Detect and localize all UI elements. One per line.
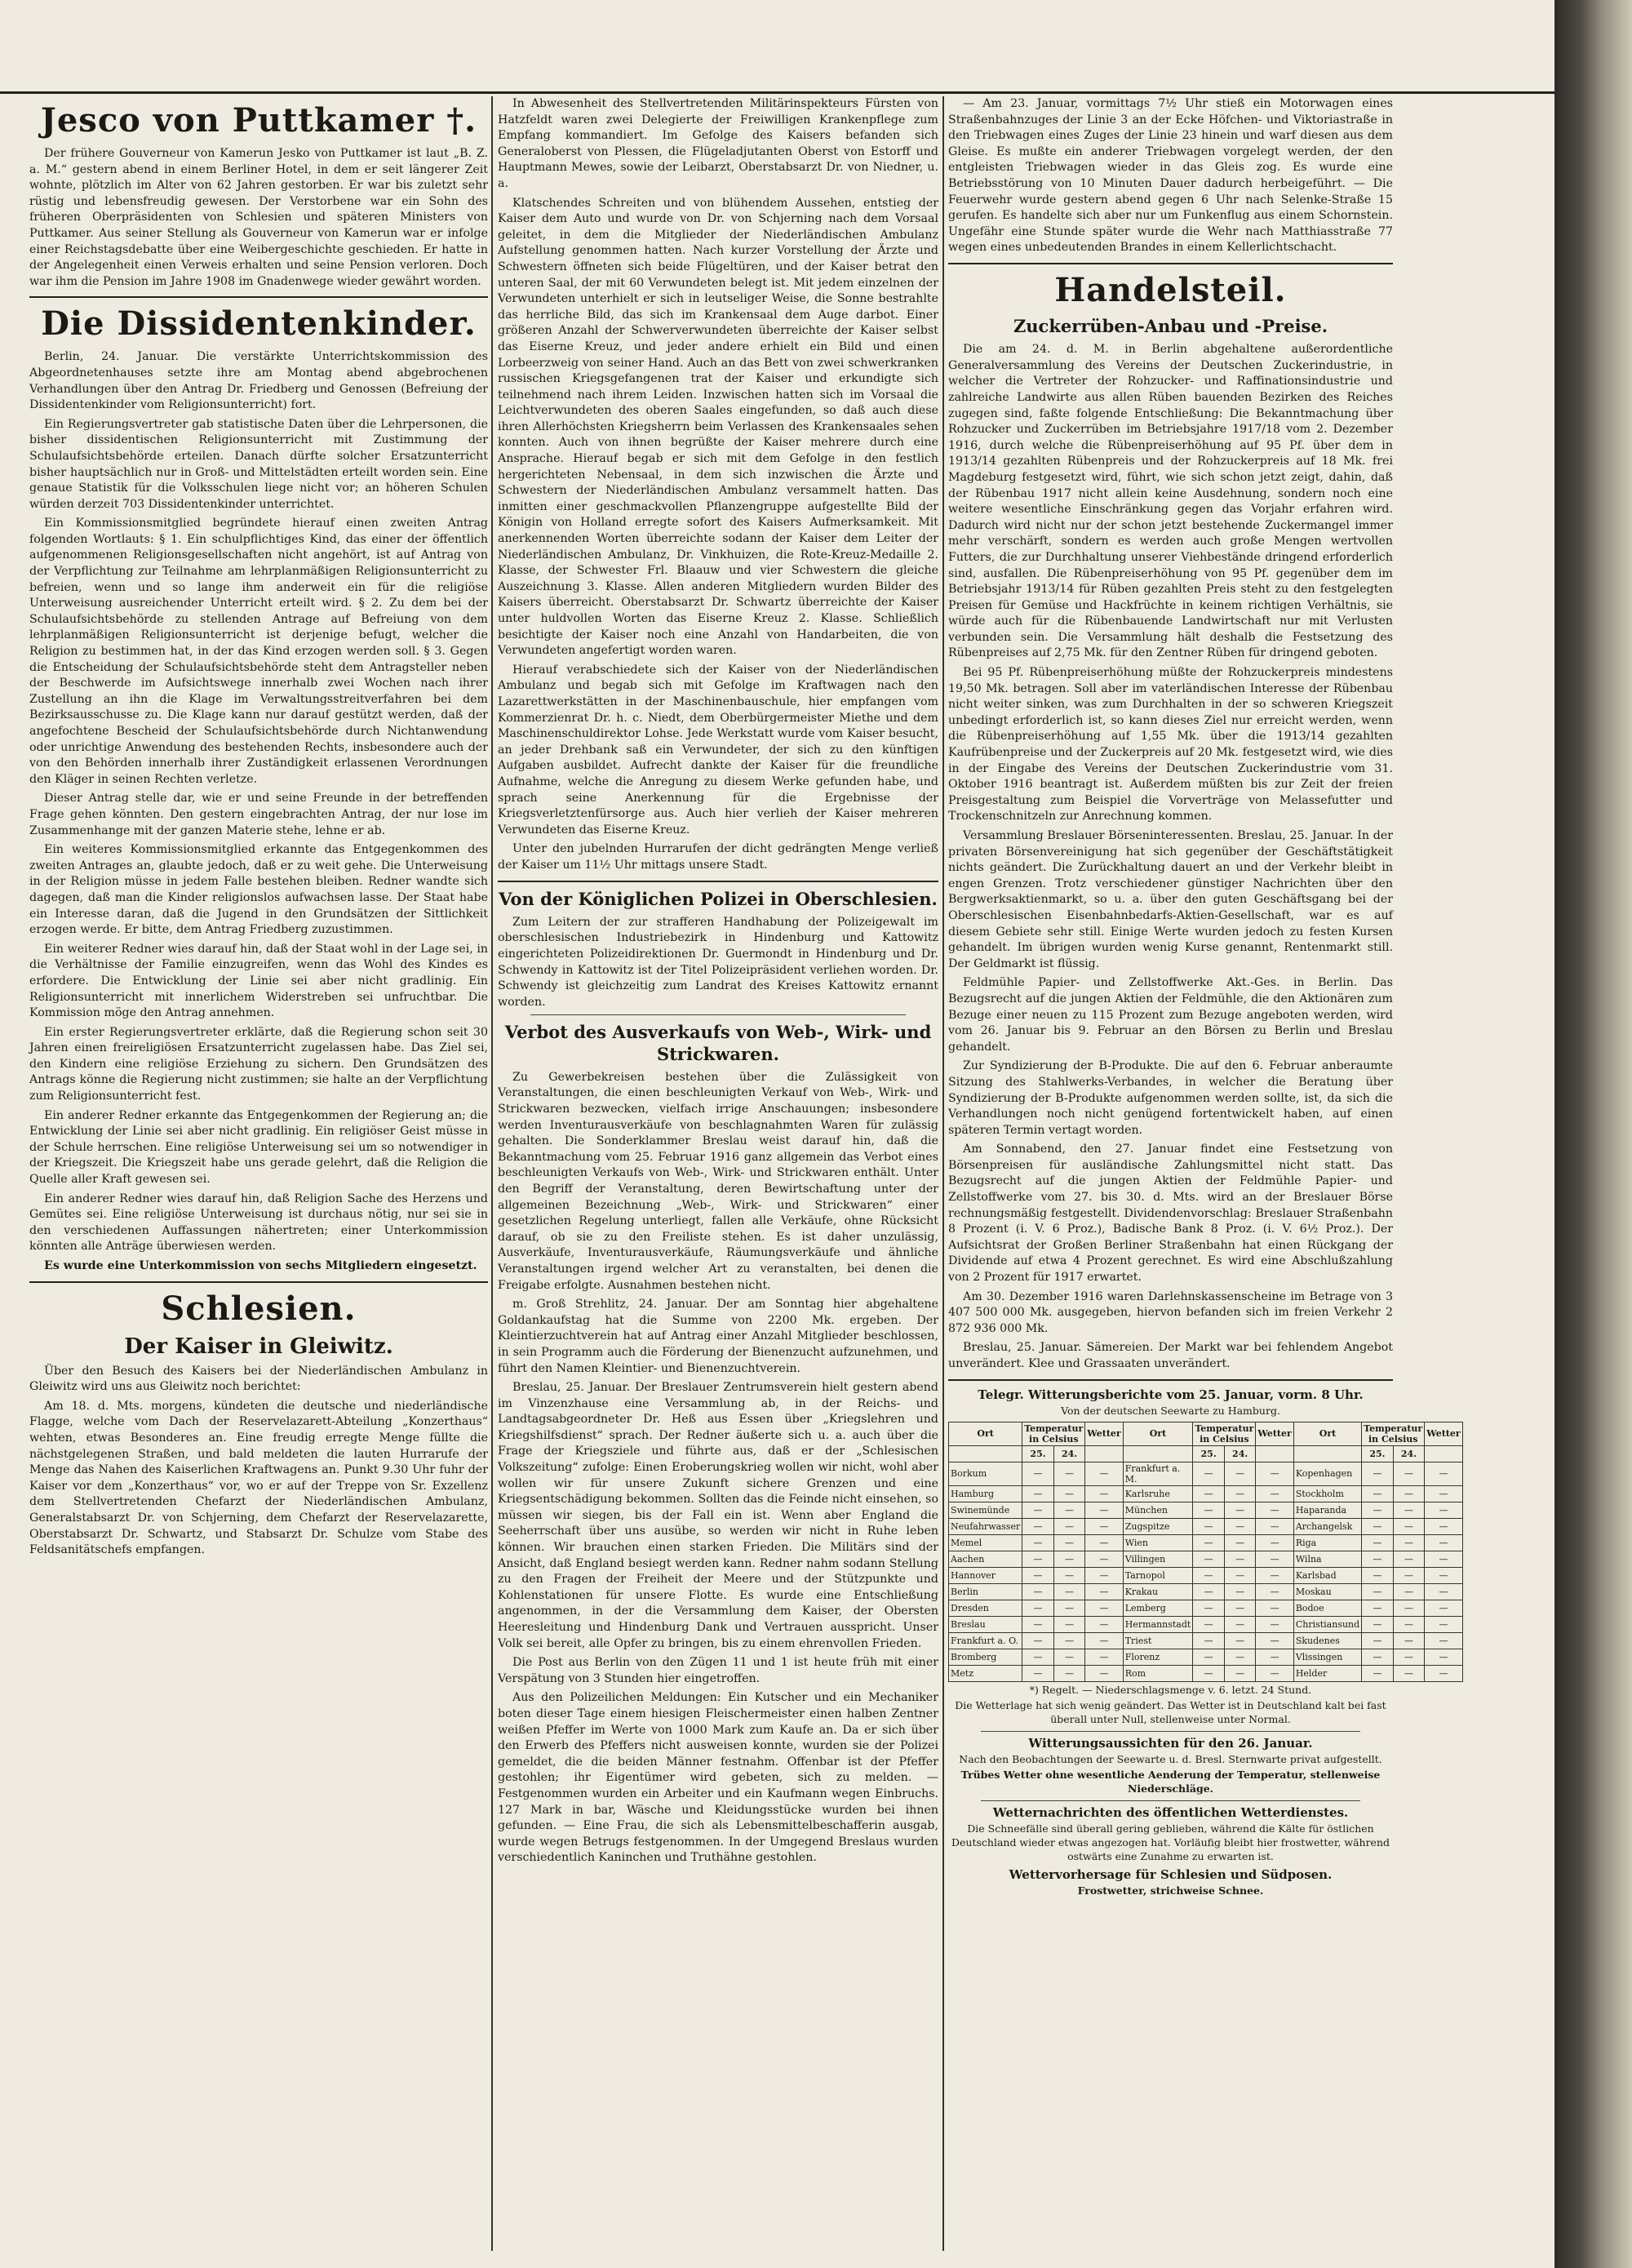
weather-cell: — xyxy=(1022,1567,1054,1583)
article-text: Zur Syndizierung der B-Produkte. Die auf den 6. Februar anberaumte Sitzung des Stahlwerks-Verbandes, in welcher die Beratung über Syndizierung der B-Produkte aufgenommen werden sollte, ist, da sich die Verhandlungen noch nicht genügend fortentwickelt haben, auf einen späteren Termin vertagt worden. xyxy=(948,1059,1393,1137)
weather-cell: — xyxy=(1085,1600,1123,1616)
weather-cell: — xyxy=(1085,1462,1123,1485)
weather-cell: Zugspitze xyxy=(1123,1518,1193,1534)
article-text: Breslau, 25. Januar. Sämereien. Der Markt war bei fehlendem Angebot unverändert. Klee und Grassaaten unverändert. xyxy=(948,1341,1393,1370)
weather-cell: — xyxy=(1362,1462,1394,1485)
weather-cell: — xyxy=(1085,1551,1123,1567)
article-text: Am Sonnabend, den 27. Januar findet eine Festsetzung von Börsenpreisen für ausländische Zahlungsmittel nicht statt. Das Bezugsrecht auf die jungen Aktien der Feldmühle Papier- und Zellstoffwerke vom 27. bis 30. d. Mts. wird an der Breslauer Börse rechnungsmäßig festgestellt. Dividendenvorschlag: Breslauer Straßenbahn 8 Prozent (i. V. 6 Proz.), Badische Bank 8 Proz. (i. V. 6½ Proz.). Der Aufsichtsrat der Großen Berliner Straßenbahn hat einen Rückgang der Dividende auf etwa 4 Prozent gerechnet. Es wird eine Abschlußzahlung von 2 Prozent für 1917 erwartet. xyxy=(948,1143,1393,1285)
weather-subtitle: Von der deutschen Seewarte zu Hamburg. xyxy=(1061,1405,1280,1418)
weather-cell: — xyxy=(1053,1649,1085,1665)
weather-cell: — xyxy=(1193,1600,1225,1616)
weather-cell: — xyxy=(1425,1534,1462,1551)
weather-cell: — xyxy=(1193,1567,1225,1583)
weather-cell: — xyxy=(1053,1600,1085,1616)
weather-cell: Christiansund xyxy=(1293,1616,1361,1632)
weather-cell: — xyxy=(1425,1632,1462,1649)
weather-row xyxy=(949,1551,1463,1567)
weather-cell: — xyxy=(1393,1649,1425,1665)
weather-cell: — xyxy=(1053,1551,1085,1567)
weather-table xyxy=(948,1422,1463,1682)
weather-cell: Moskau xyxy=(1293,1583,1361,1600)
weather-cell: — xyxy=(1053,1462,1085,1485)
weather-cell: — xyxy=(1224,1485,1256,1502)
weather-cell: — xyxy=(1193,1551,1225,1567)
weather-row xyxy=(949,1616,1463,1632)
weather-cell: Lemberg xyxy=(1123,1600,1193,1616)
weather-cell: — xyxy=(1053,1518,1085,1534)
weather-cell: — xyxy=(1085,1632,1123,1649)
weather-cell: — xyxy=(1393,1534,1425,1551)
weather-news-text: Die Schneefälle sind überall gering geblieben, während die Kälte für östlichen Deutschland wieder etwas angezogen hat. Vorläufig bleibt hier frostwetter, während ostwärts eine Zunahme zu erwarten ist. xyxy=(951,1822,1390,1862)
weather-cell: Metz xyxy=(949,1665,1022,1681)
weather-cell: Neufahrwasser xyxy=(949,1518,1022,1534)
weather-cell: — xyxy=(1022,1462,1054,1485)
weather-cell: — xyxy=(1022,1518,1054,1534)
weather-news-title: Wetternachrichten des öffentlichen Wetterdienstes. xyxy=(992,1804,1349,1820)
weather-cell: — xyxy=(1393,1632,1425,1649)
weather-cell: Swinemünde xyxy=(949,1502,1022,1518)
weather-cell: — xyxy=(1085,1649,1123,1665)
weather-final-title: Wettervorhersage für Schlesien und Südposen. xyxy=(1009,1866,1333,1882)
article-title: Die Dissidentenkinder. xyxy=(41,304,477,344)
weather-cell: — xyxy=(1425,1665,1462,1681)
weather-row xyxy=(949,1665,1463,1681)
weather-cell: — xyxy=(1022,1551,1054,1567)
weather-cell: Karlsbad xyxy=(1293,1567,1361,1583)
article-title: Jesco von Puttkamer †. xyxy=(40,101,477,140)
weather-cell: — xyxy=(1224,1665,1256,1681)
book-spine-shadow xyxy=(1554,0,1632,2268)
weather-cell: — xyxy=(1053,1534,1085,1551)
article-text: Die Post aus Berlin von den Zügen 11 und 1 ist heute früh mit einer Verspätung von 3 Stunden hier eingetroffen. xyxy=(498,1656,938,1685)
weather-row xyxy=(949,1567,1463,1583)
separator xyxy=(981,1731,1360,1732)
weather-cell: — xyxy=(1224,1567,1256,1583)
weather-cell: — xyxy=(1224,1649,1256,1665)
weather-cell: Villingen xyxy=(1123,1551,1193,1567)
weather-cell: — xyxy=(1425,1485,1462,1502)
weather-cell: Krakau xyxy=(1123,1583,1193,1600)
weather-cell: — xyxy=(1362,1534,1394,1551)
weather-cell: — xyxy=(1193,1665,1225,1681)
weather-cell: Stockholm xyxy=(1293,1485,1361,1502)
weather-cell: — xyxy=(1362,1583,1394,1600)
top-rule xyxy=(0,91,1554,94)
weather-cell: Florenz xyxy=(1123,1649,1193,1665)
weather-cell: — xyxy=(1085,1583,1123,1600)
weather-cell: — xyxy=(1022,1485,1054,1502)
weather-cell: — xyxy=(1193,1502,1225,1518)
article-text: Berlin, 24. Januar. Die verstärkte Unterrichtskommission des Abgeordnetenhauses setzte ihre am Montag abend abgebrochenen Verhandlungen über den Antrag Dr. Friedberg und Genossen (Befreiung der Dissidentenkinder vom Religionsunterricht) fort. xyxy=(29,350,488,412)
weather-cell: — xyxy=(1022,1649,1054,1665)
weather-cell: — xyxy=(1256,1665,1293,1681)
weather-subheader: 24. xyxy=(1224,1445,1256,1462)
weather-cell: — xyxy=(1393,1462,1425,1485)
weather-cell: Frankfurt a. M. xyxy=(1123,1462,1193,1485)
article-text: m. Groß Strehlitz, 24. Januar. Der am Sonntag hier abgehaltene Goldankaufstag hat die Summe von 2200 Mk. ergeben. Der Kleintierzuchtverein hat auf Antrag einer Anzahl Mitglieder beschlossen, in sein Programm auch die Förderung der Bienenzucht aufzunehmen, und führt den Namen Kleintier- und Bienenzuchtverein. xyxy=(498,1298,938,1375)
weather-subheader: 25. xyxy=(1362,1445,1394,1462)
separator xyxy=(29,296,488,298)
weather-cell: Dresden xyxy=(949,1600,1022,1616)
weather-cell: — xyxy=(1362,1632,1394,1649)
weather-cell: — xyxy=(1193,1632,1225,1649)
weather-cell: — xyxy=(1425,1600,1462,1616)
article-text: Versammlung Breslauer Börseninteressenten. Breslau, 25. Januar. In der privaten Börsenvereinigung hat sich gegenüber der Geschäftstätigkeit nichts geändert. Die Zurückhaltung dauert an und der Verkehr bleibt in engen Grenzen. Trotz verschiedener günstiger Nachrichten über den Bergwerksaktienmarkt, so u. a. über den guten Geschäftsgang bei der Oberschlesischen Eisenbahnbedarfs-Aktien-Gesellschaft, war es auf diesem Gebiete sehr still. Einige Werte wurden jedoch zu festen Kursen gehandelt. Im übrigen wurden wenig Kurse genannt, Rentenmarkt still. Der Geldmarkt ist flüssig. xyxy=(948,829,1393,970)
weather-cell: — xyxy=(1362,1502,1394,1518)
weather-cell: — xyxy=(1425,1583,1462,1600)
column-divider xyxy=(942,96,944,2251)
weather-cell: — xyxy=(1022,1502,1054,1518)
section-title: Handelsteil. xyxy=(1054,270,1287,309)
weather-row xyxy=(949,1485,1463,1502)
weather-row xyxy=(949,1632,1463,1649)
article-text: Ein erster Regierungsvertreter erklärte, daß die Regierung schon seit 30 Jahren einen freireligiösen Ersatzunterricht zugelassen habe. Das Ziel sei, den Kindern eine religiöse Erziehung zu sichern. Den Grundsätzen des Antrags könne die Regierung nicht zustimmen; sie halte an der Verpflichtung zum Religionsunterricht fest. xyxy=(29,1025,488,1103)
weather-cell: Memel xyxy=(949,1534,1022,1551)
weather-cell: — xyxy=(1224,1462,1256,1485)
weather-cell: — xyxy=(1053,1665,1085,1681)
weather-cell: Wilna xyxy=(1293,1551,1361,1567)
weather-cell: — xyxy=(1224,1518,1256,1534)
weather-cell: — xyxy=(1256,1534,1293,1551)
weather-row xyxy=(949,1583,1463,1600)
weather-cell: Frankfurt a. O. xyxy=(949,1632,1022,1649)
forecast-text: Trübes Wetter ohne wesentliche Aenderung der Temperatur, stellenweise Niederschläge. xyxy=(960,1768,1381,1795)
forecast-title: Witterungsaussichten für den 26. Januar. xyxy=(1028,1735,1313,1751)
forecast-subtitle: Nach den Beobachtungen der Seewarte u. d. Bresl. Sternwarte privat aufgestellt. xyxy=(959,1753,1382,1766)
weather-cell: Rom xyxy=(1123,1665,1193,1681)
weather-cell: Bodoe xyxy=(1293,1600,1361,1616)
article-title: Verbot des Ausverkaufs von Web-, Wirk- und Strickwaren. xyxy=(504,1022,932,1064)
article-text: Der frühere Gouverneur von Kamerun Jesko von Puttkamer ist laut „B. Z. a. M.“ gestern abend in einem Berliner Hotel, in dem er seit längerer Zeit wohnte, plötzlich im Alter von 62 Jahren gestorben. Er war bis zuletzt sehr rüstig und lebensfreudig gewesen. Der Verstorbene war ein Sohn des früheren Oberpräsidenten von Schlesien und späteren Ministers von Puttkamer. Aus seiner Stellung als Gouverneur von Kamerun war er infolge einer Reichstagsdebatte über eine Weibergeschichte geschieden. Er hatte in der Angelegenheit einen Verweis erhalten und seine Pension verloren. Doch war ihm die Pension im Jahre 1908 im Gnadenwege wieder gewährt worden. xyxy=(29,147,488,288)
weather-cell: — xyxy=(1256,1567,1293,1583)
weather-cell: — xyxy=(1256,1616,1293,1632)
weather-cell: — xyxy=(1362,1600,1394,1616)
weather-cell: Hannover xyxy=(949,1567,1022,1583)
weather-cell: — xyxy=(1256,1462,1293,1485)
weather-cell: — xyxy=(1085,1567,1123,1583)
article-text: — Am 23. Januar, vormittags 7½ Uhr stieß ein Motorwagen eines Straßenbahnzuges der Linie 3 an der Ecke Höfchen- und Viktoriastraße in den Triebwagen eines Zuges der Linie 23 hinein und warf diesen aus dem Gleise. Es mußte ein anderer Triebwagen vorgelegt werden, der den entgleisten Triebwagen wieder in das Gleis zog. Es wurde eine Betriebsstörung von 10 Minuten Dauer dadurch herbeigeführt. — Die Feuerwehr wurde gestern abend gegen 6 Uhr nach Selenke-Straße 15 gerufen. Es handelte sich aber nur um Funkenflug aus einem Schornstein. Ungefähr eine Stunde später wurde die Wehr nach Matthiasstraße 77 wegen eines unbedeutenden Brandes in einem Kellerlichtschacht. xyxy=(948,97,1393,255)
weather-footnote: *) Regelt. — Niederschlagsmenge v. 6. letzt. 24 Stund. xyxy=(1029,1683,1312,1696)
weather-cell: — xyxy=(1393,1551,1425,1567)
weather-cell: — xyxy=(1256,1649,1293,1665)
article-title: Der Kaiser in Gleiwitz. xyxy=(124,1334,393,1359)
weather-cell: — xyxy=(1425,1502,1462,1518)
weather-cell: Bromberg xyxy=(949,1649,1022,1665)
weather-cell: — xyxy=(1425,1567,1462,1583)
weather-cell: — xyxy=(1193,1485,1225,1502)
article-text: Zu Gewerbekreisen bestehen über die Zulässigkeit von Veranstaltungen, die einen beschleunigten Verkauf von Web-, Wirk- und Strickwaren bezwecken, vielfach irrige Anschauungen; insbesondere werden Inventurausverkäufe von beschlagnahmten Waren für zulässig gehalten. Die Sonderklammer Breslau weist darauf hin, daß die Bekanntmachung vom 25. Februar 1916 ganz allgemein das Verbot eines beschleunigten Verkaufs von Web-, Wirk- und Strickwaren enthält. Unter den Begriff der Veranstaltung, deren Bewirtschaftung unter der allgemeinen Bezeichnung „Web-, Wirk- und Strickwaren“ einer gesetzlichen Regelung unterliegt, fallen alle Verkäufe, ohne Rücksicht darauf, ob sie zu den Freiliste stehen. Es ist daher unzulässig, Ausverkäufe, Inventurausverkäufe, Räumungsverkäufe und ähnliche Veranstaltungen irgend welcher Art zu veranstalten, bei denen die Freigabe erfolgte. Ausnahmen bestehen nicht. xyxy=(498,1070,938,1292)
weather-title: Telegr. Witterungsberichte vom 25. Januar, vorm. 8 Uhr. xyxy=(978,1387,1364,1402)
weather-cell: — xyxy=(1393,1600,1425,1616)
weather-cell: — xyxy=(1085,1665,1123,1681)
weather-header: Wetter xyxy=(1085,1422,1123,1445)
weather-cell: — xyxy=(1085,1534,1123,1551)
weather-cell: — xyxy=(1224,1534,1256,1551)
weather-cell: — xyxy=(1224,1616,1256,1632)
weather-cell: — xyxy=(1053,1632,1085,1649)
weather-subheader: 25. xyxy=(1193,1445,1225,1462)
weather-cell: — xyxy=(1085,1502,1123,1518)
article-text: Hierauf verabschiedete sich der Kaiser von der Niederländischen Ambulanz und begab sich mit Gefolge im Kraftwagen nach den Lazarettwerkstätten in der Maschinenbauschule, hier empfangen vom Kommerzienrat Dr. h. c. Niedt, dem Oberbürgermeister Miethe und dem Maschinenschuldirektor Lohse. Jede Werkstatt wurde vom Kaiser besucht, an jeder Drehbank saß ein Verwundeter, der sich zu den künftigen Aufgaben ausbildet. Aufrecht dankte der Kaiser für die freundliche Aufnahme, welche die Anregung zu diesem Werke gefunden habe, und sprach seine Anerkennung für die Ergebnisse der Kriegsverletztenfürsorge aus. Auch hier verlieh der Kaiser mehreren Verwundeten das Eiserne Kreuz. xyxy=(498,663,938,837)
article-text: Die am 24. d. M. in Berlin abgehaltene außerordentliche Generalversammlung des Vereins der Deutschen Zuckerindustrie, in welcher die Vertreter der Rohzucker- und Raffinationsindustrie und zahlreiche Landwirte aus allen Rüben bauenden Bezirken des Reiches zugegen sind, faßte folgende Entschließung: Die Bekanntmachung über Rohzucker und Zuckerrüben im Betriebsjahre 1917/18 vom 2. Dezember 1916, durch welche die Rübenpreiserhöhung auf 95 Pf. über dem in 1913/14 gezahlten Rübenpreis und der Rohzuckerpreis auf 18 Mk. frei Magdeburg festgesetzt wird, führt, wie sich schon jetzt zeigt, dahin, daß der Rübenbau 1917 nicht allein keine Ausdehnung, sondern noch eine weitere wesentliche Einschränkung gegen das Vorjahr erfahren wird. Dadurch wird nicht nur der schon jetzt bestehende Zuckermangel immer mehr verschärft, sondern es werden auch große Mengen wertvollen Futters, die zur Durchhaltung unserer Viehbestände dringend erforderlich sind, ausfallen. Die Rübenpreiserhöhung von 95 Pf. gegenüber dem im Betriebsjahr 1913/14 für Rüben gezahlten Preis steht zu den festgelegten Preisen für Gemüse und Hackfrüchte in keinem richtigen Verhältnis, sie würde auch für die Rübenbauende Landwirtschaft nur mit Verlusten verbunden sein. Die Versammlung hält deshalb die Festsetzung des Rübenpreises auf 2,75 Mk. für den Zentner Rüben für dringend geboten. xyxy=(948,343,1393,660)
weather-header: Temperatur in Celsius xyxy=(1193,1422,1256,1445)
weather-header: Ort xyxy=(1123,1422,1193,1445)
weather-subheader: 25. xyxy=(1022,1445,1054,1462)
weather-subheader xyxy=(1256,1445,1293,1462)
weather-header: Ort xyxy=(1293,1422,1361,1445)
weather-header: Wetter xyxy=(1256,1422,1293,1445)
weather-cell: — xyxy=(1224,1632,1256,1649)
weather-cell: Breslau xyxy=(949,1616,1022,1632)
weather-row xyxy=(949,1649,1463,1665)
weather-cell: — xyxy=(1362,1485,1394,1502)
article-text: Ein Regierungsvertreter gab statistische Daten über die Lehrpersonen, die bisher dissidentischen Religionsunterricht mit Zustimmung der Schulaufsichtsbehörde erteilen. Danach dürfte solcher Ersatzunterricht bisher hauptsächlich nur in Groß- und Mittelstädten erteilt worden sein. Eine genaue Statistik für die Volksschulen liege nicht vor; an höheren Schulen würden derzeit 703 Dissidentenkinder unterrichtet. xyxy=(29,417,488,511)
weather-note: Die Wetterlage hat sich wenig geändert. Das Wetter ist in Deutschland kalt bei fast überall unter Null, stellenweise unter Normal. xyxy=(955,1698,1386,1725)
separator xyxy=(981,1800,1360,1801)
weather-cell: Berlin xyxy=(949,1583,1022,1600)
weather-cell: — xyxy=(1193,1616,1225,1632)
article-text: Dieser Antrag stelle dar, wie er und seine Freunde in der betreffenden Frage gehen könnten. Den gestern eingebrachten Antrag, der nur lose im Zusammenhange mit der ganzen Materie stehe, lehne er ab. xyxy=(29,792,488,837)
weather-cell: — xyxy=(1256,1485,1293,1502)
weather-header: Temperatur in Celsius xyxy=(1022,1422,1085,1445)
article-text: Am 18. d. Mts. morgens, kündeten die deutsche und niederländische Flagge, welche vom Dach der Reservelazarett-Abteilung „Konzerthaus“ wehten, etwas Besonderes an. Eine freudig erregte Menge füllte die nächstgelegenen Straßen, und bald meldeten die lauten Hurrarufe der Menge das Nahen des Kaiserlichen Kraftwagens an. Punkt 9.30 Uhr fuhr der Kaiser vor dem „Konzerthaus“ vor, wo er auf der Treppe von Sr. Exzellenz dem Stellvertretenden Chefarzt der Niederländischen Ambulanz, Generalstabsarzt Dr. von Schjerning, dem Chefarzt der Reservelazarette, Oberstabsarzt Dr. Schwartz, und Stabsarzt Dr. Schulze vom Stabe des Feldsanitätschefs empfangen. xyxy=(29,1399,488,1557)
weather-cell: — xyxy=(1193,1518,1225,1534)
weather-cell: Helder xyxy=(1293,1665,1361,1681)
weather-cell: — xyxy=(1256,1502,1293,1518)
separator xyxy=(29,1281,488,1283)
weather-cell: Wien xyxy=(1123,1534,1193,1551)
weather-final-text: Frostwetter, strichweise Schnee. xyxy=(1077,1884,1264,1897)
weather-cell: — xyxy=(1053,1567,1085,1583)
weather-cell: Aachen xyxy=(949,1551,1022,1567)
weather-cell: Vlissingen xyxy=(1293,1649,1361,1665)
column-middle xyxy=(498,96,938,2251)
weather-subheader xyxy=(1085,1445,1123,1462)
weather-cell: — xyxy=(1425,1518,1462,1534)
weather-row xyxy=(949,1534,1463,1551)
weather-cell: — xyxy=(1362,1665,1394,1681)
separator xyxy=(530,1014,906,1015)
weather-subheader xyxy=(1425,1445,1462,1462)
weather-row xyxy=(949,1462,1463,1485)
weather-cell: — xyxy=(1053,1583,1085,1600)
article-title: Von der Königlichen Polizei in Oberschlesien. xyxy=(499,888,938,909)
weather-cell: — xyxy=(1362,1518,1394,1534)
weather-cell: — xyxy=(1053,1485,1085,1502)
weather-subheader: 24. xyxy=(1393,1445,1425,1462)
weather-subheader: 24. xyxy=(1053,1445,1085,1462)
weather-subheader xyxy=(1293,1445,1361,1462)
weather-cell: — xyxy=(1224,1502,1256,1518)
weather-header: Ort xyxy=(949,1422,1022,1445)
article-text: Bei 95 Pf. Rübenpreiserhöhung müßte der Rohzuckerpreis mindestens 19,50 Mk. betragen. Soll aber im vaterländischen Interesse der Rübenbau nicht weiter sinken, was zum Durchhalten in der so schweren Kriegszeit unbedingt erforderlich ist, so kann dieses Ziel nur erreicht werden, wenn die Rübenpreiserhöhung auf 1,55 Mk. über die 1913/14 gezahlten Kaufrübenpreise und der Zuckerpreis auf 20 Mk. festgesetzt wird, wie dies in der Eingabe des Vereins der Deutschen Zuckerindustrie vom 31. Oktober 1916 beantragt ist. Außerdem müßten bis zur Zeit der freien Preisgestaltung zum Beispiel die Vorverträge von Melassefutter und Trockenschnitzeln zur Anrechnung kommen. xyxy=(948,666,1393,823)
article-text: Ein weiteres Kommissionsmitglied erkannte das Entgegenkommen des zweiten Antrages an, glaubte jedoch, daß er zu weit gehe. Die Unterweisung in der Religion müsse in jedem Falle bestehen bleiben. Redner wandte sich dagegen, daß man die Kinder religionslos aufwachsen lasse. Der Staat habe ein Interesse daran, daß die Jugend in den Grundsätzen der Sittlichkeit erzogen werde. Er bitte, dem Antrag Friedberg zuzustimmen. xyxy=(29,843,488,937)
weather-cell: Skudenes xyxy=(1293,1632,1361,1649)
weather-cell: — xyxy=(1393,1616,1425,1632)
weather-cell: — xyxy=(1224,1583,1256,1600)
weather-cell: — xyxy=(1022,1665,1054,1681)
separator xyxy=(948,1379,1393,1381)
weather-cell: Karlsruhe xyxy=(1123,1485,1193,1502)
weather-cell: — xyxy=(1053,1502,1085,1518)
weather-cell: — xyxy=(1362,1616,1394,1632)
weather-cell: — xyxy=(1085,1518,1123,1534)
weather-cell: — xyxy=(1362,1567,1394,1583)
weather-cell: — xyxy=(1425,1649,1462,1665)
weather-cell: — xyxy=(1022,1616,1054,1632)
weather-cell: — xyxy=(1425,1551,1462,1567)
weather-cell: — xyxy=(1022,1600,1054,1616)
article-text: Unter den jubelnden Hurrarufen der dicht gedrängten Menge verließ der Kaiser um 11½ Uhr mittags unsere Stadt. xyxy=(498,842,938,872)
column-divider xyxy=(491,96,493,2251)
weather-cell: Borkum xyxy=(949,1462,1022,1485)
section-title: Schlesien. xyxy=(161,1289,357,1328)
weather-cell: Riga xyxy=(1293,1534,1361,1551)
separator xyxy=(498,881,938,882)
weather-cell: Tarnopol xyxy=(1123,1567,1193,1583)
separator xyxy=(948,263,1393,264)
weather-cell: — xyxy=(1224,1600,1256,1616)
weather-cell: Haparanda xyxy=(1293,1502,1361,1518)
article-text: Über den Besuch des Kaisers bei der Niederländischen Ambulanz in Gleiwitz wird uns aus Gleiwitz noch berichtet: xyxy=(29,1364,488,1394)
article-text: Ein weiterer Redner wies darauf hin, daß der Staat wohl in der Lage sei, in die Verhältnisse der Familie einzugreifen, wenn das Wohl des Kindes es erfordere. Die Entwicklung der Linie sei aber nicht gradlinig. Ein Religionsunterricht mit innerlichem Widerstreben sei unfruchtbar. Die Kommission möge den Antrag annehmen. xyxy=(29,942,488,1020)
column-left xyxy=(29,96,488,2251)
article-text: Es wurde eine Unterkommission von sechs Mitgliedern eingesetzt. xyxy=(44,1259,477,1272)
weather-table-body xyxy=(949,1462,1463,1681)
column-right xyxy=(948,96,1461,2251)
article-text: Zum Leitern der zur strafferen Handhabung der Polizeigewalt im oberschlesischen Industriebezirk in Hindenburg und Kattowitz eingerichteten Polizeidirektionen Dr. Guermondt in Hindenburg und Dr. Schwendy in Kattowitz ist der Titel Polizeipräsident verliehen worden. Dr. Schwendy ist gleichzeitig zum Landrat des Kreises Kattowitz ernannt worden. xyxy=(498,915,938,1009)
weather-cell: Archangelsk xyxy=(1293,1518,1361,1534)
weather-cell: — xyxy=(1193,1649,1225,1665)
article-text: Ein anderer Redner wies darauf hin, daß Religion Sache des Herzens und Gemütes sei. Eine religiöse Unterweisung ist durchaus nötig, nur sei sie in den verschiedenen Auffassungen nähertreten; einer Unterkommission könnten alle Anträge überwiesen werden. xyxy=(29,1192,488,1254)
weather-header: Wetter xyxy=(1425,1422,1462,1445)
weather-cell: Hermannstadt xyxy=(1123,1616,1193,1632)
weather-cell: — xyxy=(1193,1583,1225,1600)
weather-cell: — xyxy=(1393,1567,1425,1583)
weather-cell: — xyxy=(1425,1462,1462,1485)
weather-cell: München xyxy=(1123,1502,1193,1518)
article-text: In Abwesenheit des Stellvertretenden Militärinspekteurs Fürsten von Hatzfeldt waren zwei Delegierte der Freiwilligen Krankenpflege zum Empfang kommandiert. Im Gefolge des Kaisers befanden sich Generaloberst von Plessen, die Flügeladjutanten Oberst von Estorff und Hauptmann Mewes, sowie der Leibarzt, Oberstabsarzt Dr. von Niedner, u. a. xyxy=(498,97,938,190)
weather-row xyxy=(949,1502,1463,1518)
weather-cell: — xyxy=(1193,1462,1225,1485)
article-title: Zuckerrüben-Anbau und -Preise. xyxy=(1013,315,1328,336)
weather-cell: — xyxy=(1393,1502,1425,1518)
article-text: Klatschendes Schreiten und von blühendem Aussehen, entstieg der Kaiser dem Auto und wurde von Dr. von Schjerning nach dem Vorsaal geleitet, in dem die Mitglieder der Niederländischen Ambulanz Aufstellung genommen hatten. Nach kurzer Vorstellung der Ärzte und Schwestern öffneten sich beide Flügeltüren, und der Kaiser betrat den unteren Saal, der mit 60 Verwundeten belegt ist. Mit jedem einzelnen der Verwundeten unterhielt er sich in leutseliger Weise, die Sonne bestrahlte das herrliche Bild, das sich im Krankensaal dem Auge darbot. Einer größeren Anzahl der Schwerverwundeten überreichte der Kaiser selbst das Eiserne Kreuz, und jeder andere erhielt ein Bild und einen Lorbeerzweig von seiner Hand. Auch an das Bett von zwei schwerkranken russischen Kriegsgefangenen trat der Kaiser und erkundigte sich teilnehmend nach ihrem Leiden. Inzwischen hatten sich im Vorsaal die Leichtverwundeten des oberen Saales eingefunden, so daß auch diese ihren Allerhöchsten Kriegsherrn beim Verlassen des Krankensaales sehen konnten. Auch von ihnen begrüßte der Kaiser mehrere durch eine Ansprache. Hierauf begab er sich mit dem Gefolge in den festlich hergerichteten Nebensaal, in dem sich inzwischen die Ärzte und Schwestern der Niederländischen Ambulanz versammelt hatten. Das inmitten einer geschmackvollen Pflanzengruppe aufgestellte Bild der Königin von Holland erregte sofort des Kaisers Aufmerksamkeit. Mit anerkennenden Worten überreichte sodann der Kaiser dem Leiter der Niederländischen Ambulanz, Dr. Vinkhuizen, die Rote-Kreuz-Medaille 2. Klasse, der Schwester Frl. Blaauw und vier Schwestern die gleiche Auszeichnung 3. Klasse. Allen anderen Mitgliedern wurden Bilder des Kaisers überreicht. Oberstabsarzt Dr. Schwartz überreichte der Kaiser unter huldvollen Worten das Eiserne Kreuz 2. Klasse. Schließlich besichtigte der Kaiser noch eine Anzahl von Handarbeiten, die von Verwundeten angefertigt worden waren. xyxy=(498,196,938,658)
article-text: Am 30. Dezember 1916 waren Darlehnskassenscheine im Betrage von 3 407 500 000 Mk. ausgegeben, hiervon befanden sich im freien Verkehr 2 872 936 000 Mk. xyxy=(948,1289,1393,1335)
weather-header: Temperatur in Celsius xyxy=(1362,1422,1425,1445)
weather-cell: — xyxy=(1053,1616,1085,1632)
weather-row xyxy=(949,1518,1463,1534)
weather-cell: — xyxy=(1256,1551,1293,1567)
weather-cell: — xyxy=(1425,1616,1462,1632)
weather-subheader xyxy=(1123,1445,1193,1462)
weather-cell: — xyxy=(1362,1649,1394,1665)
weather-cell: — xyxy=(1224,1551,1256,1567)
weather-cell: — xyxy=(1022,1583,1054,1600)
weather-cell: — xyxy=(1393,1665,1425,1681)
weather-cell: — xyxy=(1256,1632,1293,1649)
weather-cell: Kopenhagen xyxy=(1293,1462,1361,1485)
weather-cell: Triest xyxy=(1123,1632,1193,1649)
weather-cell: — xyxy=(1256,1583,1293,1600)
weather-row xyxy=(949,1600,1463,1616)
article-text: Feldmühle Papier- und Zellstoffwerke Akt.-Ges. in Berlin. Das Bezugsrecht auf die jungen Aktien der Feldmühle, die den Aktionären zum Bezuge einer neuen zu 115 Prozent zum Bezuge angeboten werden, wird vom 26. Januar bis 9. Februar an den Börsen zu Berlin und Breslau gehandelt. xyxy=(948,976,1393,1054)
article-text: Ein anderer Redner erkannte das Entgegenkommen der Regierung an; die Entwicklung der Linie sei aber nicht gradlinig. Ein religiöser Geist müsse in der Schule herrschen. Eine religiöse Unterweisung sei um so notwendiger in der Kriegszeit. Die Kriegszeit habe uns gerade gelehrt, daß die Religion die Quelle aller Kraft gewesen sei. xyxy=(29,1108,488,1187)
article-text: Ein Kommissionsmitglied begründete hierauf einen zweiten Antrag folgenden Wortlauts: § 1. Ein schulpflichtiges Kind, das einer der öffentlich aufgenommenen Religionsgesellschaften nicht angehört, ist auf Antrag von der Verpflichtung zur Teilnahme am lehrplanmäßigen Religionsunterricht zu befreien, wenn und so lange ihm anderweit ein für die religiöse Unterweisung ausreichender Unterricht erteilt wird. § 2. Zu dem bei der Schulaufsichtsbehörde zu stellenden Antrage auf Befreiung von dem lehrplanmäßigen Religionsunterricht ist derjenige befugt, welcher die Religion zu bestimmen hat, in der das Kind erzogen werden soll. § 3. Gegen die Entscheidung der Schulaufsichtsbehörde steht dem Antragsteller neben der Beschwerde im Aufsichtswege innerhalb zwei Wochen nach ihrer Zustellung an ihn die Klage im Verwaltungsstreitverfahren bei dem Bezirksausschusse zu. Die Klage kann nur darauf gestützt werden, daß der angefochtene Bescheid der Schulaufsichtsbehörde durch Nichtanwendung oder unrichtige Anwendung des bestehenden Rechts, insbesondere auch der von den Behörden innerhalb ihrer Zuständigkeit erlassenen Verordnungen den Kläger in seinen Rechten verletze. xyxy=(29,517,488,786)
weather-cell: — xyxy=(1393,1518,1425,1534)
weather-cell: — xyxy=(1085,1485,1123,1502)
weather-cell: — xyxy=(1085,1616,1123,1632)
weather-cell: — xyxy=(1393,1485,1425,1502)
weather-cell: — xyxy=(1256,1518,1293,1534)
weather-cell: — xyxy=(1022,1534,1054,1551)
weather-cell: — xyxy=(1193,1534,1225,1551)
weather-cell: — xyxy=(1393,1583,1425,1600)
weather-cell: — xyxy=(1256,1600,1293,1616)
weather-subheader xyxy=(949,1445,1022,1462)
article-text: Aus den Polizeilichen Meldungen: Ein Kutscher und ein Mechaniker boten dieser Tage einem hiesigen Fleischermeister einen halben Zentner weißen Pfeffer im Werte von 1000 Mark zum Kaufe an. Da er sich über den Erwerb des Pfeffers nicht ausweisen konnte, wurden sie der Polizei gemeldet, die die beiden Männer festnahm. Offenbar ist der Pfeffer gestohlen; ihr Eigentümer wird gebeten, sich zu melden. — Festgenommen wurden ein Arbeiter und ein Kaufmann wegen Einbruchs. 127 Mark in bar, Wäsche und Kleidungsstücke wurden bei ihnen gefunden. — Eine Frau, die sich als Lebensmittelbeschafferin ausgab, wurde wegen Betrugs festgenommen. In der Umgegend Breslaus wurden verschiedentlich Kaninchen und Truthähne gestohlen. xyxy=(498,1691,938,1865)
article-text: Breslau, 25. Januar. Der Breslauer Zentrumsverein hielt gestern abend im Vinzenzhause eine Versammlung ab, in der Reichs- und Landtagsabgeordneter Dr. Heß aus Essen über „Kriegslehren und Kriegshilfsdienst“ sprach. Der Redner äußerte sich u. a. auch über die Frage der Kriegsziele und führte aus, daß er der „Schlesischen Volkszeitung“ zufolge: Einen Eroberungskrieg wollen wir nicht, wohl aber wollen wir für unsere Zukunft sichere Grenzen und eine Kriegsentschädigung bekommen. Sollten das die Feinde nicht einsehen, so müssen wir siegen, bis der Fall ein ist. Wenn aber England die Seeherrschaft über uns ausübe, so werden wir nicht in Ruhe leben können. Wir brauchen einen starken Frieden. Die Militärs sind der Ansicht, daß England besiegt werden kann. Redner nahm sodann Stellung zu den Fragen der Freiheit der Meere und der Stützpunkte und Kohlenstationen für unsere Flotte. Es wurde eine Entschließung angenommen, in der die Versammlung dem Kaiser, der Obersten Heeresleitung und Hindenburg Dank und Vertrauen ausspricht. Unser Volk sei bereit, alle Opfer zu bringen, bis zu einem ehrenvollen Frieden. xyxy=(498,1381,938,1650)
weather-cell: Hamburg xyxy=(949,1485,1022,1502)
weather-cell: — xyxy=(1022,1632,1054,1649)
weather-cell: — xyxy=(1362,1551,1394,1567)
